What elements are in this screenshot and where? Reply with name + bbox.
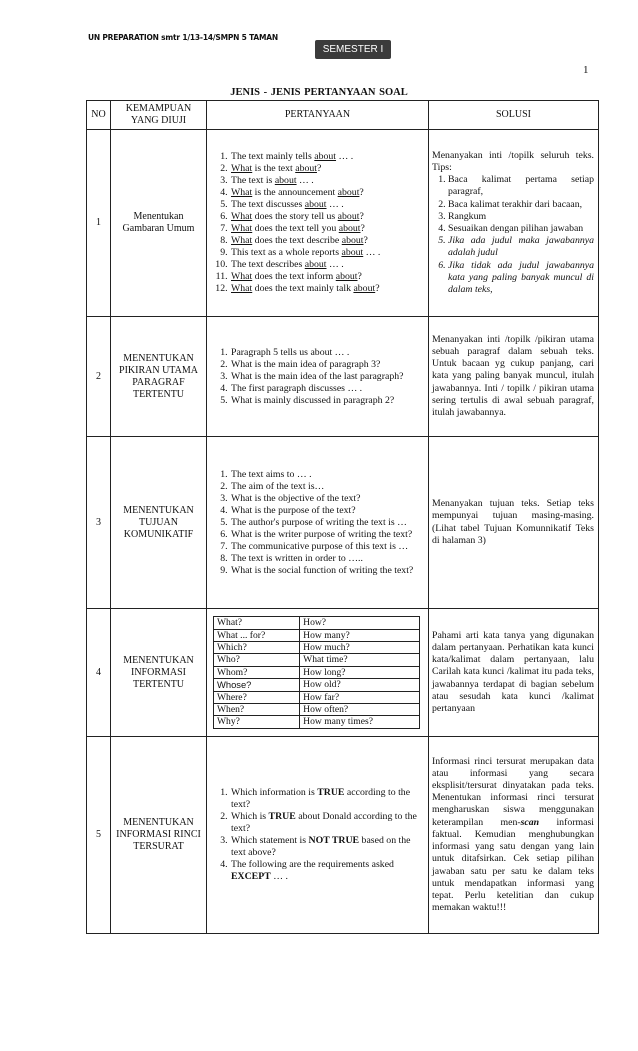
question-word: What ... for? (214, 629, 300, 641)
question-item: 2. What is the text about? (230, 163, 426, 175)
question-item: 1. Paragraph 5 tells us about … . (230, 347, 426, 359)
question-item: 2. What is the main idea of paragraph 3? (230, 359, 426, 371)
question-word: When? (214, 704, 300, 716)
skill-label: MENENTUKAN INFORMASI TERTENTU (111, 609, 207, 737)
solution-cell (429, 130, 599, 317)
question-item: 1. The text mainly tells about … . (230, 151, 426, 163)
question-item: 4. The first paragraph discusses … . (230, 383, 426, 395)
question-word-table (213, 616, 420, 729)
solution-cell: Informasi rinci tersurat merupakan data atau informasi yang secara eksplisit/tersurat dinyatakan pada teks. Menentukan informasi rinci tersurat mengharuskan siswa menggunakan keterampilan men-scan informasi faktual. Kemudian menghubungkan informasi yang satu dengan yang lain untuk ditafsirkan. Cek setiap pilihan jawaban satu per satu ke dalam teks untuk mendapatkan informasi yang tepat. Perlu ketelitian dan cukup memakan waktu!!! (429, 737, 599, 934)
scan-emphasis: scan (520, 816, 540, 828)
table-row (87, 317, 599, 437)
question-word: What? (214, 617, 300, 629)
question-item: 9. What is the social function of writing the text? (230, 565, 426, 577)
solution-cell: Menanyakan inti /topilk /pikiran utama sebuah paragraf dalam sebuah teks. Untuk bacaan yg cukup panjang, cari kata yang paling banyak muncul, itulah jawabannya. Inti / topilk / pikiran utama sering tertulis di awal sebuah paragraf, itulah jawabannya. (429, 317, 599, 437)
question-word-row (214, 704, 420, 716)
tip-item: 6. Jika tidak ada judul jawabannya kata yang paling banyak muncul di dalam teks, (448, 260, 594, 297)
question-word-row (214, 666, 420, 678)
question-item: 2. The aim of the text is… (230, 481, 426, 493)
question-word-row (214, 629, 420, 641)
question-word-row (214, 654, 420, 666)
row-number: 2 (87, 317, 111, 437)
question-word: How? (300, 617, 420, 629)
question-word: What time? (300, 654, 420, 666)
header-no: NO (87, 101, 111, 130)
question-item: 3. What is the main idea of the last paragraph? (230, 371, 426, 383)
question-word-row (214, 691, 420, 703)
question-list (210, 469, 426, 577)
question-item: 3. The text is about … . (230, 175, 426, 187)
question-word: Which? (214, 641, 300, 653)
questions-cell (207, 737, 429, 934)
tip-item: 1. Baca kalimat pertama setiap paragraf, (448, 174, 594, 198)
skill-label: MENENTUKAN TUJUAN KOMUNIKATIF (111, 437, 207, 609)
question-item: 4. What is the announcement about? (230, 187, 426, 199)
question-item: 11. What does the text inform about? (230, 271, 426, 283)
question-item: 8. The text is written in order to ….. (230, 553, 426, 565)
table-row (87, 609, 599, 737)
question-word-row (214, 617, 420, 629)
header-solusi: SOLUSI (429, 101, 599, 130)
question-item: 12. What does the text mainly talk about? (230, 283, 426, 295)
row-number: 1 (87, 130, 111, 317)
question-item: 7. The communicative purpose of this text is … (230, 541, 426, 553)
exam-header: UN PREPARATION smtr 1/13-14/SMPN 5 TAMAN (88, 33, 278, 42)
question-item: 6. What is the writer purpose of writing the text? (230, 529, 426, 541)
question-word: Where? (214, 691, 300, 703)
question-item: 6. What does the story tell us about? (230, 211, 426, 223)
header-kemampuan: KEMAMPUAN YANG DIUJI (111, 101, 207, 130)
question-item: 7. What does the text tell you about? (230, 223, 426, 235)
tip-item: 3. Rangkum (448, 211, 594, 223)
question-word: How old? (300, 679, 420, 691)
row-number: 4 (87, 609, 111, 737)
solution-cell: Menanyakan tujuan teks. Setiap teks mempunyai tujuan masing-masing. (Lihat tabel Tujuan Komunnikatif Teks di halaman 3) (429, 437, 599, 609)
question-item: 9. This text as a whole reports about … . (230, 247, 426, 259)
solution-intro: Menanyakan inti /topilk seluruh teks. Tips: (432, 149, 594, 173)
table-row (87, 737, 599, 934)
table-header-row (87, 101, 599, 130)
question-item: 5. The text discusses about … . (230, 199, 426, 211)
question-word: How far? (300, 691, 420, 703)
questions-cell (207, 130, 429, 317)
table-row (87, 437, 599, 609)
solution-tips (432, 174, 594, 296)
question-list (210, 151, 426, 295)
question-item: 1. The text aims to … . (230, 469, 426, 481)
question-word: Why? (214, 716, 300, 728)
question-word: How long? (300, 666, 420, 678)
question-word: How often? (300, 704, 420, 716)
question-word: Whose? (214, 679, 300, 691)
question-item: 3. Which statement is NOT TRUE based on the text above? (230, 835, 426, 859)
tip-item: 4. Sesuaikan dengan pilihan jawaban (448, 223, 594, 235)
question-word-row (214, 641, 420, 653)
question-word: Who? (214, 654, 300, 666)
question-item: 2. Which is TRUE about Donald according to the text? (230, 811, 426, 835)
question-word-row (214, 679, 420, 691)
question-item: 8. What does the text describe about? (230, 235, 426, 247)
question-list (210, 787, 426, 883)
questions-cell (207, 437, 429, 609)
question-types-table (86, 100, 599, 934)
tip-item: 2. Baca kalimat terakhir dari bacaan, (448, 199, 594, 211)
question-item: 5. The author's purpose of writing the text is … (230, 517, 426, 529)
question-list (210, 347, 426, 407)
question-word-row (214, 716, 420, 728)
question-word: How much? (300, 641, 420, 653)
question-item: 4. The following are the requirements asked EXCEPT … . (230, 859, 426, 883)
question-item: 1. Which information is TRUE according to the text? (230, 787, 426, 811)
header-pertanyaan: PERTANYAAN (207, 101, 429, 130)
question-item: 4. What is the purpose of the text? (230, 505, 426, 517)
tip-item: 5. Jika ada judul maka jawabannya adalah judul (448, 235, 594, 259)
page-number: 1 (583, 64, 589, 76)
questions-cell (207, 317, 429, 437)
question-item: 5. What is mainly discussed in paragraph 2? (230, 395, 426, 407)
skill-label: MENENTUKAN INFORMASI RINCI TERSURAT (111, 737, 207, 934)
skill-label: Menentukan Gambaran Umum (111, 130, 207, 317)
question-word: How many times? (300, 716, 420, 728)
questions-cell (207, 609, 429, 737)
question-word: How many? (300, 629, 420, 641)
table-row (87, 130, 599, 317)
document-title: JENIS - JENIS PERTANYAAN SOAL (230, 87, 408, 98)
row-number: 5 (87, 737, 111, 934)
question-item: 10. The text describes about … . (230, 259, 426, 271)
row-number: 3 (87, 437, 111, 609)
skill-label: MENENTUKAN PIKIRAN UTAMA PARAGRAF TERTENTU (111, 317, 207, 437)
question-word: Whom? (214, 666, 300, 678)
semester-badge: SEMESTER I (315, 40, 391, 59)
solution-cell: Pahami arti kata tanya yang digunakan dalam pertanyaan. Perhatikan kata kunci kata/kalimat dalam pertanyaan, lalu Carilah kata kunci /kalimat itu pada teks, jawabannya terdapat di bagian sebelum atau sesudah kata kunci /kalimat pertanyaan (429, 609, 599, 737)
question-item: 3. What is the objective of the text? (230, 493, 426, 505)
